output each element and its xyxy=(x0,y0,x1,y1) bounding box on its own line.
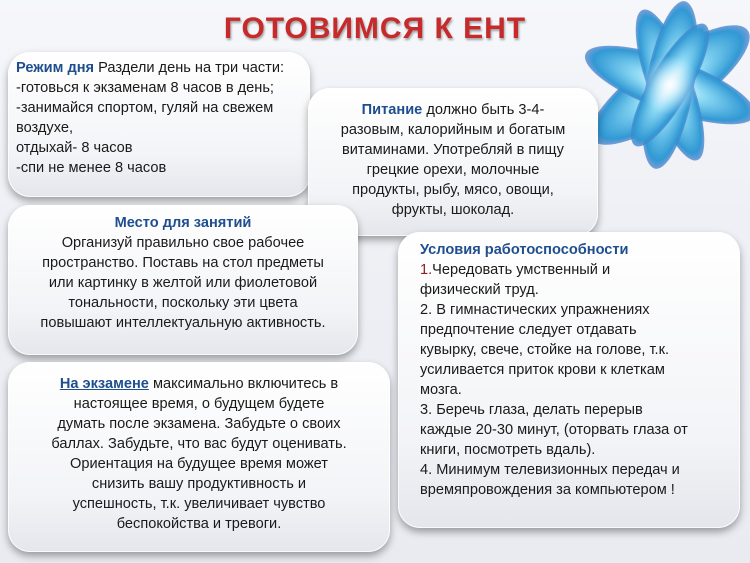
work-conditions-line: мозга. xyxy=(420,382,462,398)
nutrition-heading: Питание xyxy=(361,102,423,118)
daily-routine-line: -спи не менее 8 часов xyxy=(16,160,167,176)
page-title: ГОТОВИМСЯ К ЕНТ xyxy=(223,12,527,45)
work-conditions-line: предпочтение следует отдавать xyxy=(420,322,637,338)
work-conditions-line: 3. Беречь глаза, делать перерыв xyxy=(420,402,643,418)
exam-line: беспокойства и тревоги. xyxy=(116,516,282,532)
study-place-line: пространство. Поставь на стол предметы xyxy=(42,255,324,271)
exam-line: Ориентация на будущее время может xyxy=(70,456,328,472)
daily-routine-line: -занимайся спортом, гуляй на свежем xyxy=(16,100,274,116)
work-conditions-line: кувырку, свече, стойке на голове, т.к. xyxy=(420,342,670,358)
exam-line: снизить вашу продуктивность и xyxy=(91,476,307,492)
study-place-line: или картинку в желтой или фиолетовой xyxy=(48,275,318,291)
work-conditions-item-1-number: 1. xyxy=(420,262,433,278)
work-conditions-line: 2. В гимнастических упражнениях xyxy=(420,302,650,318)
work-conditions-line: 4. Минимум телевизионных передач и xyxy=(420,462,680,478)
card-work-conditions xyxy=(398,232,740,528)
work-conditions-line: усиливается приток крови к клеткам xyxy=(420,362,665,378)
nutrition-line: разовым, калорийным и богатым xyxy=(340,122,566,138)
study-place-line: тональности, поскольку эти цвета xyxy=(68,295,298,311)
nutrition-first-text: должно быть 3-4- xyxy=(422,102,545,118)
work-conditions-line: физический труд. xyxy=(420,282,539,298)
daily-routine-intro: Раздели день на три части: xyxy=(94,60,285,76)
card-study-place xyxy=(8,205,358,355)
exam-line: настоящее время, о будущем будете xyxy=(73,396,325,412)
work-conditions-item-1 xyxy=(420,260,726,280)
card-exam xyxy=(8,362,390,552)
exam-first-line xyxy=(20,374,378,394)
work-conditions-line: книги, посмотреть вдаль). xyxy=(420,442,596,458)
study-place-line: Организуй правильно свое рабочее xyxy=(61,235,305,251)
card-daily-routine xyxy=(8,52,310,197)
daily-routine-first-line xyxy=(16,58,302,78)
daily-routine-line: -готовься к экзаменам 8 часов в день; xyxy=(16,80,274,96)
exam-heading: На экзамене xyxy=(59,376,149,392)
daily-routine-line: воздухе, xyxy=(16,120,74,136)
work-conditions-item-1-text: Чередовать умственный и xyxy=(432,262,611,278)
exam-first-text: максимально включитесь в xyxy=(148,376,339,392)
nutrition-first-line xyxy=(318,100,588,120)
work-conditions-heading: Условия работоспособности xyxy=(420,242,629,258)
study-place-heading: Место для занятий xyxy=(114,215,252,231)
nutrition-line: витаминами. Употребляй в пищу xyxy=(342,142,564,158)
nutrition-line: фрукты, шоколад. xyxy=(391,202,515,218)
nutrition-line: продукты, рыбу, мясо, овощи, xyxy=(352,182,554,198)
daily-routine-heading: Режим дня xyxy=(16,60,95,76)
study-place-line: повышают интеллектуальную активность. xyxy=(40,315,326,331)
exam-line: думать после экзамена. Забудьте о своих xyxy=(57,416,341,432)
daily-routine-line: отдыхай- 8 часов xyxy=(16,140,133,156)
nutrition-line: грецкие орехи, молочные xyxy=(366,162,540,178)
exam-line: баллах. Забудьте, что вас будут оценивать. xyxy=(51,436,347,452)
exam-line: успешность, т.к. увеличивает чувство xyxy=(72,496,326,512)
work-conditions-line: каждые 20-30 минут, (оторвать глаза от xyxy=(420,422,688,438)
work-conditions-line: времяпровождения за компьютером ! xyxy=(420,482,675,498)
